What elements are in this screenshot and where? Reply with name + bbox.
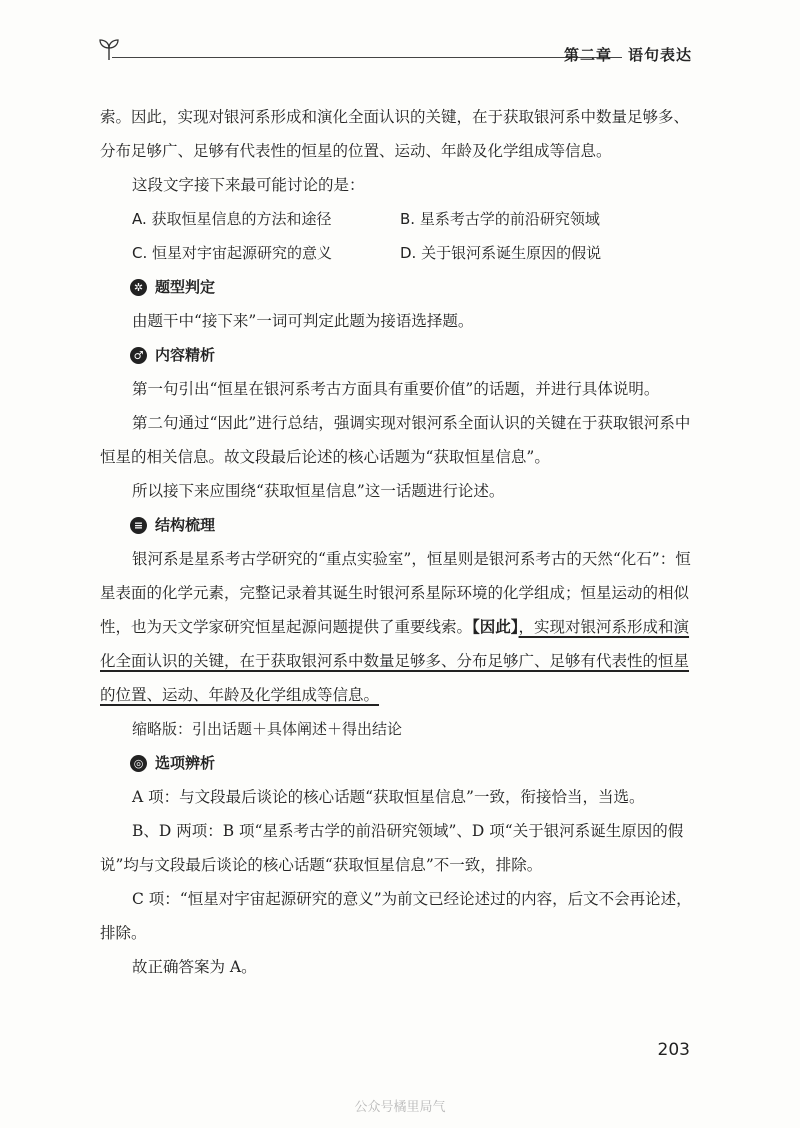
page-content [100, 100, 700, 984]
content-paragraph-1: 第一句引出“恒星在银河系考古方面具有重要价值”的话题，并进行具体说明。 [132, 380, 660, 398]
section-structure-label: 结构梳理 [155, 516, 216, 534]
section-type-text: 由题干中“接下来”一词可判定此题为接语选择题。 [132, 312, 474, 330]
structure-text-underlined: ，实现对银河系形成和演化全面认识的关键，在于获取银河系中数量足够多、分布足够广、足够有代表性的恒星的位置、运动、年龄及化学组成等信息。 [100, 618, 690, 704]
analysis-icon: ◎ [130, 755, 147, 772]
structure-bracket: 【因此】 [472, 617, 519, 636]
section-content-title [100, 338, 700, 372]
analysis-answer: 故正确答案为 A。 [132, 958, 257, 976]
option-d: D. 关于银河系诞生原因的假说 [400, 244, 602, 262]
gear-icon: ✲ [130, 279, 147, 296]
content-paragraph-3: 所以接下来应围绕“获取恒星信息”这一话题进行论述。 [132, 482, 505, 500]
watermark: 公众号橘里局气 [354, 1100, 446, 1115]
options-grid [100, 202, 700, 270]
intro-line-1: 索。因此，实现对银河系形成和演化全面认识的关键，在于获取银河系中数量足够多、 [100, 108, 690, 126]
search-icon: ♂ [130, 347, 147, 364]
page-number: 203 [657, 1040, 690, 1060]
content-paragraph-2: 第二句通过“因此”进行总结，强调实现对银河系全面认识的关键在于获取银河系中恒星的相关信息。故文段最后论述的核心话题为“获取恒星信息”。 [100, 414, 691, 466]
option-b: B. 星系考古学的前沿研究领域 [400, 210, 600, 228]
section-analysis-label: 选项辨析 [155, 754, 216, 772]
analysis-c: C 项：“恒星对宇宙起源研究的意义”为前文已经论述过的内容，后文不会再论述，排除。 [100, 890, 692, 942]
header-rule [112, 57, 622, 58]
structure-text-a: 银河系是星系考古学研究的“重点实验室”，恒星则是银河系考古的天然“化石”：恒星表面的化学元素，完整记录着其诞生时银河系星际环境的化学组成；恒星运动的相似性，也为天文学家研究恒星起源问题提供了重要线索。 [100, 550, 691, 636]
section-content-label: 内容精析 [155, 346, 216, 364]
option-a: A. 获取恒星信息的方法和途径 [132, 210, 332, 228]
question-stem: 这段文字接下来最可能讨论的是： [132, 176, 365, 194]
section-structure-title [100, 508, 700, 542]
structure-icon: ≡ [130, 517, 147, 534]
intro-line-2: 分布足够广、足够有代表性的恒星的位置、运动、年龄及化学组成等信息。 [100, 142, 612, 160]
analysis-bd: B、D 两项：B 项“星系考古学的前沿研究领域”、D 项“关于银河系诞生原因的假说”均与文段最后谈论的核心话题“获取恒星信息”不一致，排除。 [100, 822, 684, 874]
section-type-label: 题型判定 [155, 278, 216, 296]
section-type-title [100, 270, 700, 304]
chapter-title: 第二章 语句表达 [563, 46, 692, 64]
structure-summary: 缩略版：引出话题＋具体阐述＋得出结论 [132, 720, 403, 738]
option-c: C. 恒星对宇宙起源研究的意义 [132, 244, 333, 262]
section-analysis-title [100, 746, 700, 780]
page-header [96, 30, 696, 70]
analysis-a: A 项：与文段最后谈论的核心话题“获取恒星信息”一致，衔接恰当，当选。 [132, 788, 645, 806]
sprout-icon [96, 36, 122, 62]
structure-paragraph [100, 542, 700, 712]
